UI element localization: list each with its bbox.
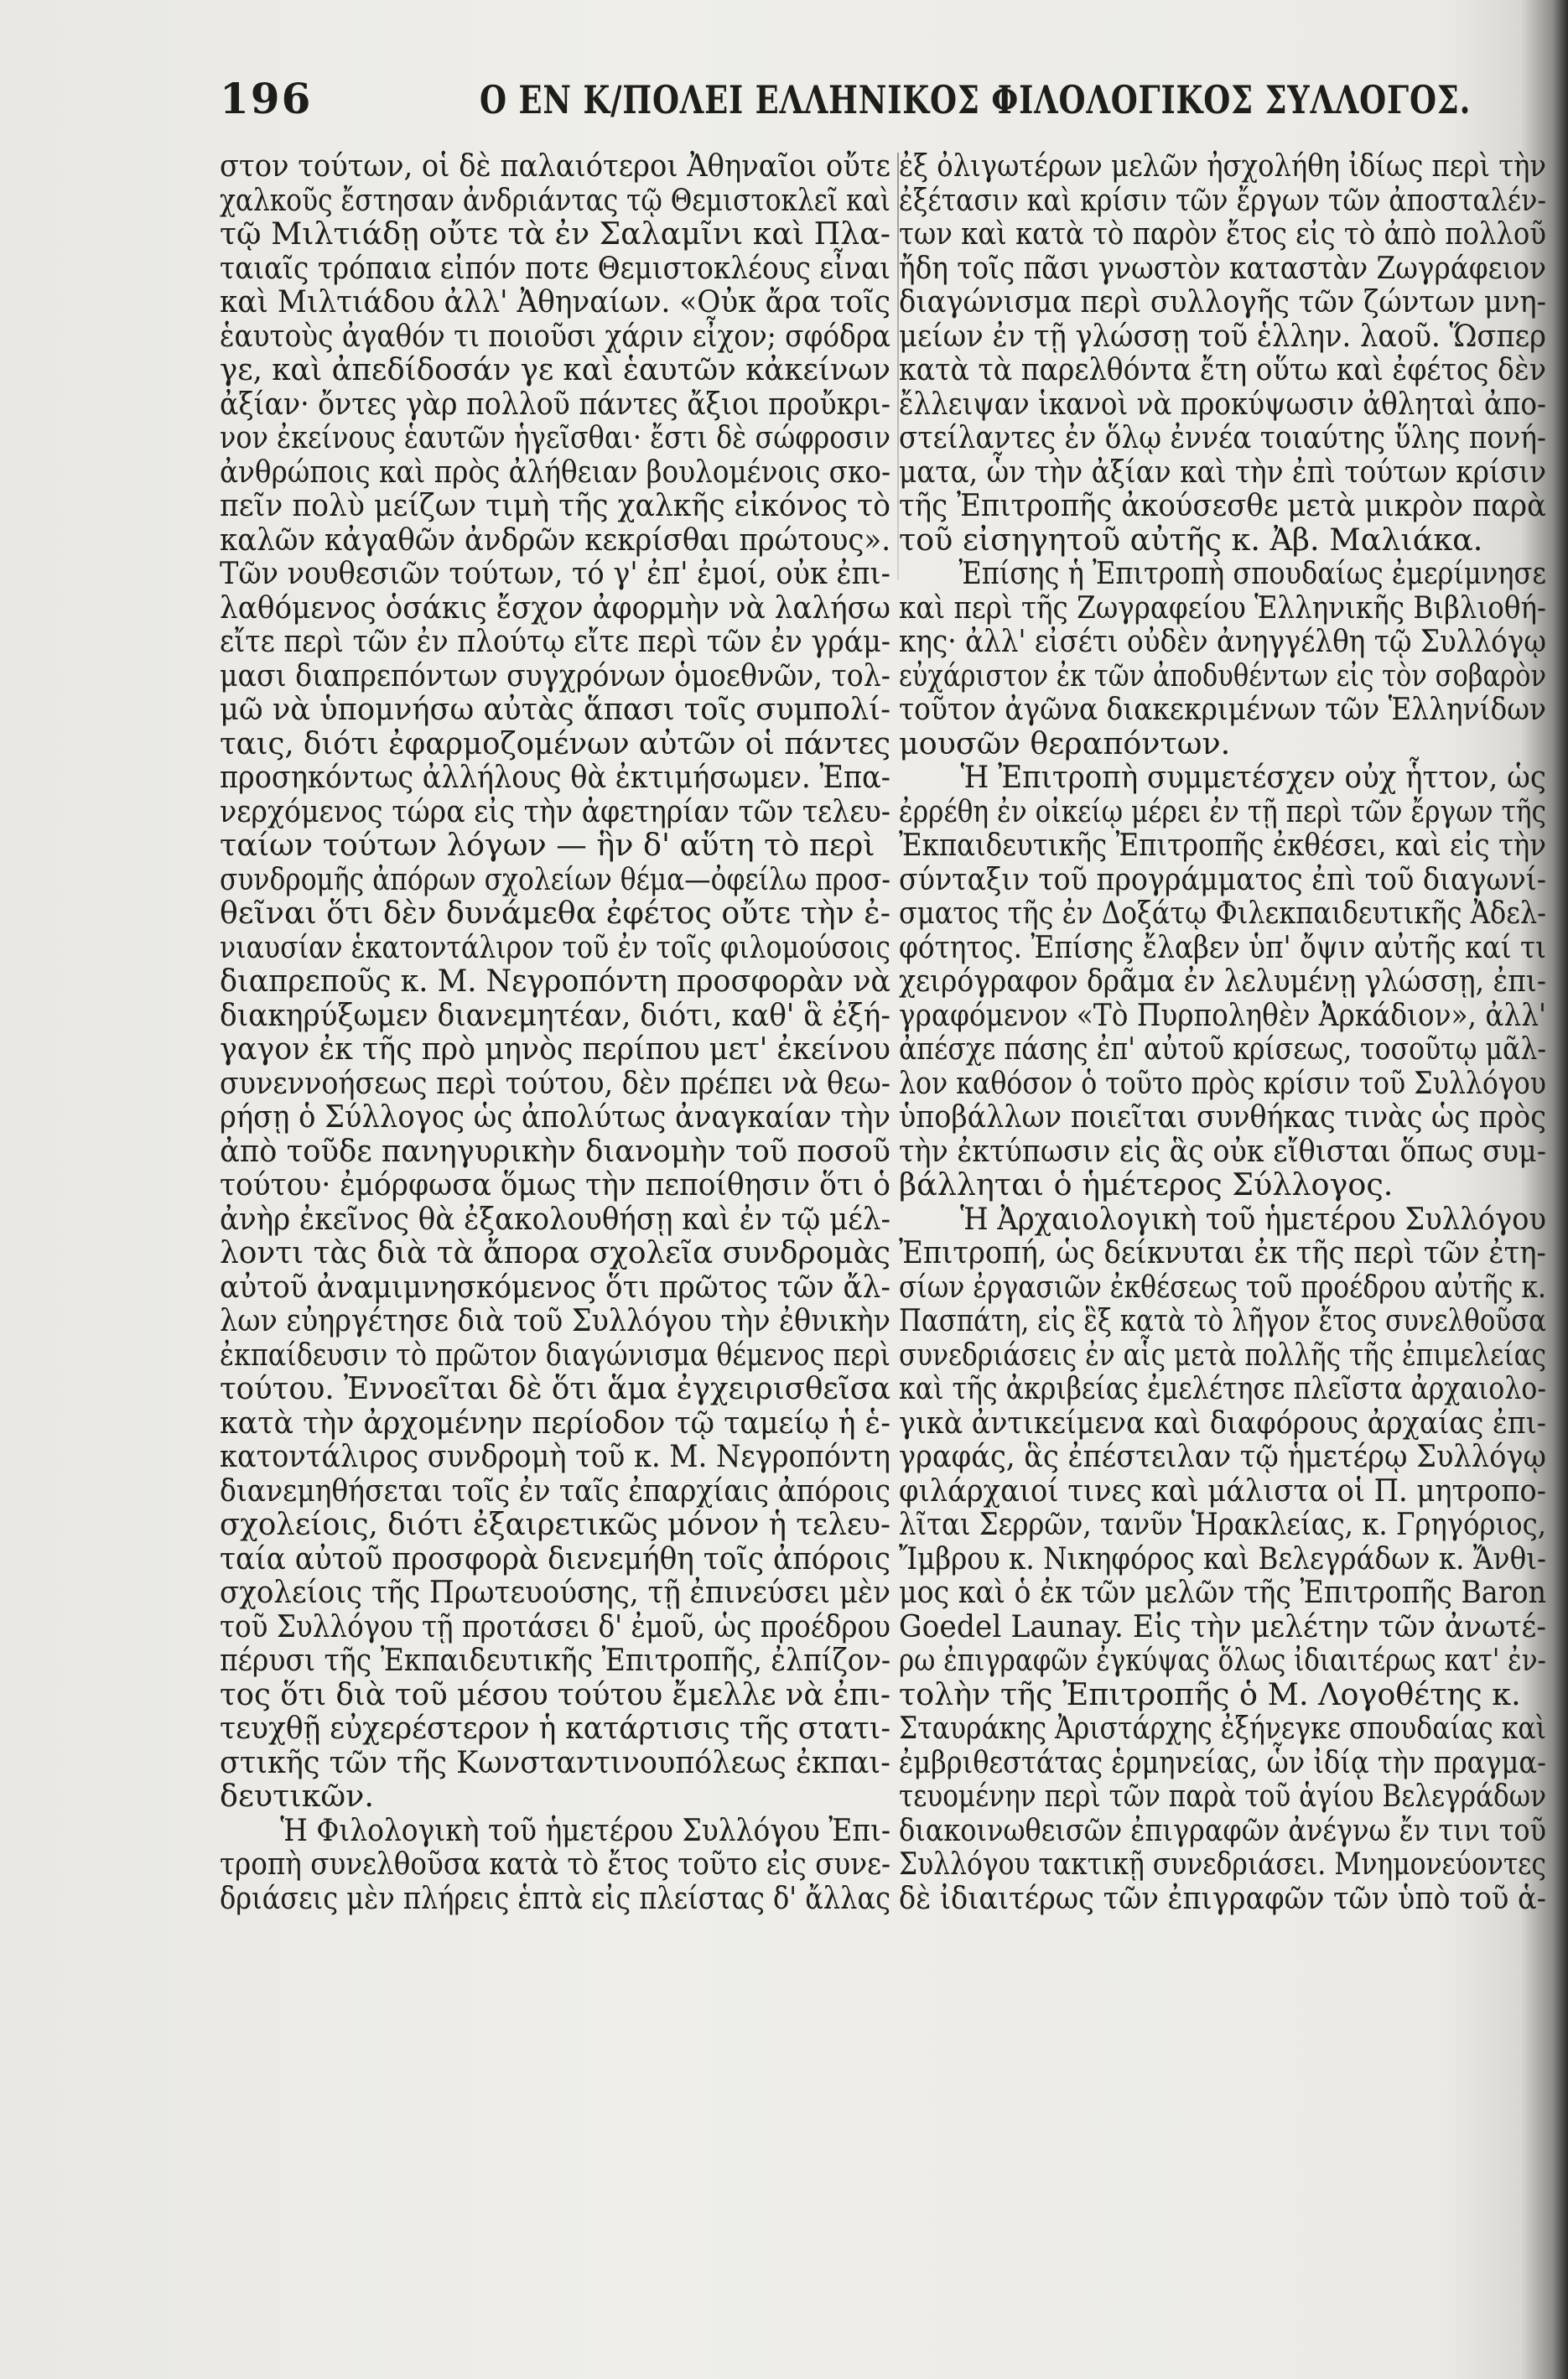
text-line: πέρυσι τῆς Ἐκπαιδευτικῆς Ἐπιτροπῆς, ἐλπίζον- <box>220 1642 890 1678</box>
text-line: δευτικῶν. <box>220 1778 374 1814</box>
text-line: Σταυράκης Ἀριστάρχης ἐξήνεγκε σπουδαίας καὶ <box>899 1710 1546 1746</box>
text-line: διακοινωθεισῶν ἐπιγραφῶν ἀνέγνω ἔν τινι τοῦ <box>899 1811 1546 1848</box>
text-line: ταιαῖς τρόπαια εἰπόν ποτε Θεμιστοκλέους εἶναι <box>220 249 890 286</box>
text-line: τοῦτον ἀγῶνα διακεκριμένων τῶν Ἑλληνίδων <box>899 691 1546 727</box>
text-line: τευχθῇ εὐχερέστερον ἡ κατάρτισις τῆς στατι- <box>220 1710 890 1746</box>
text-line: φότητος. Ἐπίσης ἔλαβεν ὑπ' ὄψιν αὐτῆς καί τι <box>899 928 1546 965</box>
text-line: Πασπάτη, εἰς ἓξ κατὰ τὸ λῆγον ἔτος συνελθοῦσα <box>899 1302 1546 1338</box>
text-line: ἑαυτοὺς ἀγαθόν τι ποιοῦσι χάριν εἶχον; σφόδρα <box>220 317 890 354</box>
text-line: Ἡ Φιλολογικὴ τοῦ ἡμετέρου Συλλόγου Ἐπι- <box>280 1811 890 1848</box>
text-line: αὐτοῦ ἀναμιμνησκόμενος ὅτι πρῶτος τῶν ἄλ- <box>220 1268 890 1305</box>
text-line: λῖται Σερρῶν, τανῦν Ἡρακλείας, κ. Γρηγόριος, <box>899 1506 1546 1542</box>
text-line: κατοντάλιρος συνδρομὴ τοῦ κ. Μ. Νεγροπόντη <box>220 1438 890 1474</box>
text-line: καὶ τῆς ἀκριβείας ἐμελέτησε πλεῖστα ἀρχαιολο- <box>899 1370 1546 1406</box>
text-line: ἀνὴρ ἐκεῖνος θὰ ἐξακολουθήσῃ καὶ ἐν τῷ μέλ- <box>220 1200 890 1237</box>
text-line: ματα, ὧν τὴν ἀξίαν καὶ τὴν ἐπὶ τούτων κρίσιν <box>899 453 1546 490</box>
text-line: μείων ἐν τῇ γλώσσῃ τοῦ ἑλλην. λαοῦ. Ὥσπερ <box>899 317 1546 354</box>
text-line: ἐξέτασιν καὶ κρίσιν τῶν ἔργων τῶν ἀποσταλέν- <box>899 181 1546 218</box>
text-line: ρήσῃ ὁ Σύλλογος ὡς ἀπολύτως ἀναγκαίαν τὴν <box>220 1099 890 1135</box>
text-line: διακηρύξωμεν διανεμητέαν, διότι, καθ' ἃ ἐξή- <box>220 996 890 1033</box>
text-line: καὶ Μιλτιάδου ἀλλ' Ἀθηναίων. «Οὐκ ἄρα τοῖς <box>220 283 890 319</box>
text-line: ρω ἐπιγραφῶν ἐγκύψας ὅλως ἰδιαιτέρως κατ' ἐν- <box>899 1642 1546 1678</box>
text-line: λων εὐηργέτησε διὰ τοῦ Συλλόγου τὴν ἐθνικὴν <box>220 1302 890 1338</box>
left-column <box>220 149 890 1915</box>
text-line: σίων ἐργασιῶν ἐκθέσεως τοῦ προέδρου αὐτῆς κ. <box>899 1268 1546 1305</box>
text-line: θεῖναι ὅτι δὲν δυνάμεθα ἐφέτος οὔτε τὴν ἐ- <box>220 895 890 931</box>
text-line: σχολείοις τῆς Πρωτευούσης, τῇ ἐπινεύσει μὲν <box>220 1574 890 1610</box>
text-line: Συλλόγου τακτικῇ συνεδριάσει. Μνημονεύοντες <box>899 1846 1546 1882</box>
text-line: ἀπὸ τοῦδε πανηγυρικὴν διανομὴν τοῦ ποσοῦ <box>220 1132 890 1169</box>
text-line: ἐξ ὀλιγωτέρων μελῶν ἠσχολήθη ἰδίως περὶ τὴν <box>899 148 1546 184</box>
text-line: ἔλλειψαν ἱκανοὶ νὰ προκύψωσιν ἀθληταὶ ἀπο- <box>899 385 1546 422</box>
text-line: χαλκοῦς ἔστησαν ἀνδριάντας τῷ Θεμιστοκλεῖ καὶ <box>220 181 890 218</box>
text-line: κης· ἀλλ' εἰσέτι οὐδὲν ἀνηγγέλθη τῷ Συλλόγῳ <box>899 623 1546 659</box>
text-line: ταία αὐτοῦ προσφορὰ διενεμήθη τοῖς ἀπόροις <box>220 1540 890 1576</box>
text-line: τοῦ εἰσηγητοῦ αὐτῆς κ. Ἀβ. Μαλιάκα. <box>899 521 1483 558</box>
text-line: τῷ Μιλτιάδῃ οὔτε τὰ ἐν Σαλαμῖνι καὶ Πλα- <box>220 216 890 252</box>
text-line: προσηκόντως ἀλλήλους θὰ ἐκτιμήσωμεν. Ἐπα- <box>220 759 890 795</box>
text-line: λαθόμενος ὁσάκις ἔσχον ἀφορμὴν νὰ λαλήσω <box>220 589 890 626</box>
text-line: Τῶν νουθεσιῶν τούτων, τό γ' ἐπ' ἐμοί, οὐκ ἐπι- <box>220 555 890 591</box>
text-line: των καὶ κατὰ τὸ παρὸν ἔτος εἰς τὸ ἀπὸ πολλοῦ <box>899 216 1546 252</box>
text-line: τροπὴ συνελθοῦσα κατὰ τὸ ἔτος τοῦτο εἰς συνε- <box>220 1846 890 1882</box>
text-line: διαπρεποῦς κ. Μ. Νεγροπόντη προσφορὰν νὰ <box>220 963 890 999</box>
text-line: ἤδη τοῖς πᾶσι γνωστὸν καταστὰν Ζωγράφειον <box>899 249 1546 286</box>
text-line: τούτου· ἐμόρφωσα ὅμως τὴν πεποίθησιν ὅτι ὁ <box>220 1166 890 1202</box>
text-line: ἐρρέθη ἐν οἰκείῳ μέρει ἐν τῇ περὶ τῶν ἔργων τῆς <box>899 792 1546 829</box>
text-line: τολὴν τῆς Ἐπιτροπῆς ὁ Μ. Λογοθέτης κ. <box>899 1675 1521 1712</box>
text-line: Ἐπίσης ἡ Ἐπιτροπὴ σπουδαίως ἐμερίμνησε <box>958 555 1546 591</box>
text-line: συνδρομῆς ἀπόρων σχολείων θέμα—ὀφείλω προσ- <box>220 860 890 897</box>
text-line: κατὰ τὴν ἀρχομένην περίοδον τῷ ταμείῳ ἡ ἑ- <box>220 1404 890 1441</box>
page-header <box>220 74 1472 132</box>
running-title: Ο ΕΝ Κ/ΠΟΛΕΙ ΕΛΛΗΝΙΚΟΣ ΦΙΛΟΛΟΓΙΚΟΣ ΣΥΛΛΟΓΟΣ. <box>480 77 1472 122</box>
text-line: γραφάς, ἃς ἐπέστειλαν τῷ ἡμετέρῳ Συλλόγῳ <box>899 1438 1546 1474</box>
text-line: γε, καὶ ἀπεδίδοσάν γε καὶ ἑαυτῶν κἀκείνων <box>220 351 890 387</box>
text-line: ὑποβάλλων ποιεῖται συνθήκας τινὰς ὡς πρὸς <box>899 1099 1546 1135</box>
text-line: Goedel Launay. Εἰς τὴν μελέτην τῶν ἀνωτέ- <box>899 1608 1546 1644</box>
text-line: Ἴμβρου κ. Νικηφόρος καὶ Βελεγράδων κ. Ἄνθι- <box>899 1540 1546 1576</box>
text-line: τούτου. Ἐννοεῖται δὲ ὅτι ἅμα ἐγχειρισθεῖσα <box>220 1370 890 1406</box>
text-line: σματος τῆς ἐν Δοξάτῳ Φιλεκπαιδευτικῆς Ἀδελ- <box>899 895 1546 931</box>
text-line: μῶ νὰ ὑπομνήσω αὐτὰς ἅπασι τοῖς συμπολί- <box>220 691 890 727</box>
text-line: πεῖν πολὺ μείζων τιμὴ τῆς χαλκῆς εἰκόνος τὸ <box>220 487 890 523</box>
text-line: κατὰ τὰ παρελθόντα ἔτη οὕτω καὶ ἐφέτος δὲν <box>899 351 1546 387</box>
text-line: ἀξίαν· ὄντες γὰρ πολλοῦ πάντες ἄξιοι προὔκρι- <box>220 385 890 422</box>
text-line: τος ὅτι διὰ τοῦ μέσου τούτου ἔμελλε νὰ ἐπι- <box>220 1675 890 1712</box>
text-line: τὴν ἐκτύπωσιν εἰς ἃς οὐκ εἴθισται ὅπως συμ- <box>899 1132 1546 1169</box>
text-line: ἐμβριθεστάτας ἑρμηνείας, ὧν ἰδίᾳ τὴν πραγμα- <box>899 1743 1546 1780</box>
text-line: στον τούτων, οἱ δὲ παλαιότεροι Ἀθηναῖοι οὔτε <box>220 148 890 184</box>
text-line: καλῶν κἀγαθῶν ἀνδρῶν κεκρίσθαι πρώτους». <box>220 521 890 558</box>
text-line: τοῦ Συλλόγου τῇ προτάσει δ' ἐμοῦ, ὡς προέδρου <box>220 1608 890 1644</box>
text-line: Ἡ Ἐπιτροπὴ συμμετέσχεν οὐχ ἧττον, ὡς <box>960 759 1546 795</box>
text-line: εὐχάριστον ἐκ τῶν ἀποδυθέντων εἰς τὸν σοβαρὸν <box>899 657 1546 693</box>
text-line: στικῆς τῶν τῆς Κωνσταντινουπόλεως ἐκπαι- <box>220 1743 890 1780</box>
text-line: Ἡ Ἀρχαιολογικὴ τοῦ ἡμετέρου Συλλόγου <box>960 1200 1546 1237</box>
text-line: λοντι τὰς διὰ τὰ ἄπορα σχολεῖα συνδρομὰς <box>220 1234 890 1270</box>
text-line: ἀπέσχε πάσης ἐπ' αὐτοῦ κρίσεως, τοσοῦτῳ μᾶλ- <box>899 1031 1546 1067</box>
text-line: εἴτε περὶ τῶν ἐν πλούτῳ εἴτε περὶ τῶν ἐν γράμ- <box>220 623 890 659</box>
text-line: συνεδριάσεις ἐν αἷς μετὰ πολλῆς τῆς ἐπιμελείας <box>899 1336 1546 1373</box>
text-line: γαγον ἐκ τῆς πρὸ μηνὸς περίπου μετ' ἐκείνου <box>220 1031 890 1067</box>
text-line: στείλαντες ἐν ὅλῳ ἐννέα τοιαύτης ὕλης πονή- <box>899 419 1546 455</box>
text-line: σύνταξιν τοῦ προγράμματος ἐπὶ τοῦ διαγωνί- <box>899 860 1546 897</box>
text-line: δὲ ἰδιαιτέρως τῶν ἐπιγραφῶν τῶν ὑπὸ τοῦ ἁ- <box>899 1879 1546 1916</box>
text-line: σχολείοις, διότι ἐξαιρετικῶς μόνον ἡ τελευ- <box>220 1506 890 1542</box>
right-column <box>899 149 1546 1915</box>
page-number: 196 <box>220 74 313 123</box>
text-line: χειρόγραφον δρᾶμα ἐν λελυμένῃ γλώσσῃ, ἐπι- <box>899 963 1546 999</box>
text-line: βάλληται ὁ ἡμέτερος Σύλλογος. <box>899 1166 1394 1202</box>
text-line: ἀνθρώποις καὶ πρὸς ἀλήθειαν βουλομένοις σκο- <box>220 453 890 490</box>
text-line: μος καὶ ὁ ἐκ τῶν μελῶν τῆς Ἐπιτροπῆς Baron <box>899 1574 1546 1610</box>
text-line: μουσῶν θεραπόντων. <box>899 725 1231 761</box>
text-line: συνεννοήσεως περὶ τούτου, δὲν πρέπει νὰ θεω- <box>220 1064 890 1101</box>
text-line: τευομένην περὶ τῶν παρὰ τοῦ ἁγίου Βελεγράδων <box>899 1778 1546 1814</box>
text-line: Ἐπιτροπή, ὡς δείκνυται ἐκ τῆς περὶ τῶν ἐτη- <box>899 1234 1546 1270</box>
text-line: διανεμηθήσεται τοῖς ἐν ταῖς ἐπαρχίαις ἀπόροις <box>220 1472 890 1509</box>
text-line: φιλάρχαιοί τινες καὶ μάλιστα οἱ Π. μητροπο- <box>899 1472 1546 1509</box>
text-line: λον καθόσον ὁ τοῦτο πρὸς κρίσιν τοῦ Συλλόγου <box>899 1064 1546 1101</box>
text-line: διαγώνισμα περὶ συλλογῆς τῶν ζώντων μνη- <box>899 283 1546 319</box>
text-line: ἐκπαίδευσιν τὸ πρῶτον διαγώνισμα θέμενος περὶ <box>220 1336 890 1373</box>
text-line: γικὰ ἀντικείμενα καὶ διαφόρους ἀρχαίας ἐπι- <box>899 1404 1546 1441</box>
text-line: νερχόμενος τώρα εἰς τὴν ἀφετηρίαν τῶν τελευ- <box>220 792 890 829</box>
text-line: μασι διαπρεπόντων συγχρόνων ὁμοεθνῶν, τολ- <box>220 657 890 693</box>
text-line: γραφόμενον «Τὸ Πυρποληθὲν Ἀρκάδιον», ἀλλ' <box>899 996 1546 1033</box>
text-line: καὶ περὶ τῆς Ζωγραφείου Ἑλληνικῆς Βιβλιοθή- <box>899 589 1546 626</box>
text-line: ταις, διότι ἐφαρμοζομένων αὐτῶν οἱ πάντες <box>220 725 890 761</box>
text-line: Ἐκπαιδευτικῆς Ἐπιτροπῆς ἐκθέσει, καὶ εἰς τὴν <box>899 827 1546 863</box>
text-line: νον ἐκείνους ἑαυτῶν ἡγεῖσθαι· ἔστι δὲ σώφροσιν <box>220 419 890 455</box>
text-line: νιαυσίαν ἑκατοντάλιρον τοῦ ἐν τοῖς φιλομούσοις <box>220 928 890 965</box>
text-line: δριάσεις μὲν πλήρεις ἑπτὰ εἰς πλείστας δ' ἄλλας <box>220 1879 890 1916</box>
text-line: τῆς Ἐπιτροπῆς ἀκούσεσθε μετὰ μικρὸν παρὰ <box>899 487 1546 523</box>
text-line: ταίων τούτων λόγων — ἣν δ' αὕτη τὸ περὶ <box>220 827 875 863</box>
